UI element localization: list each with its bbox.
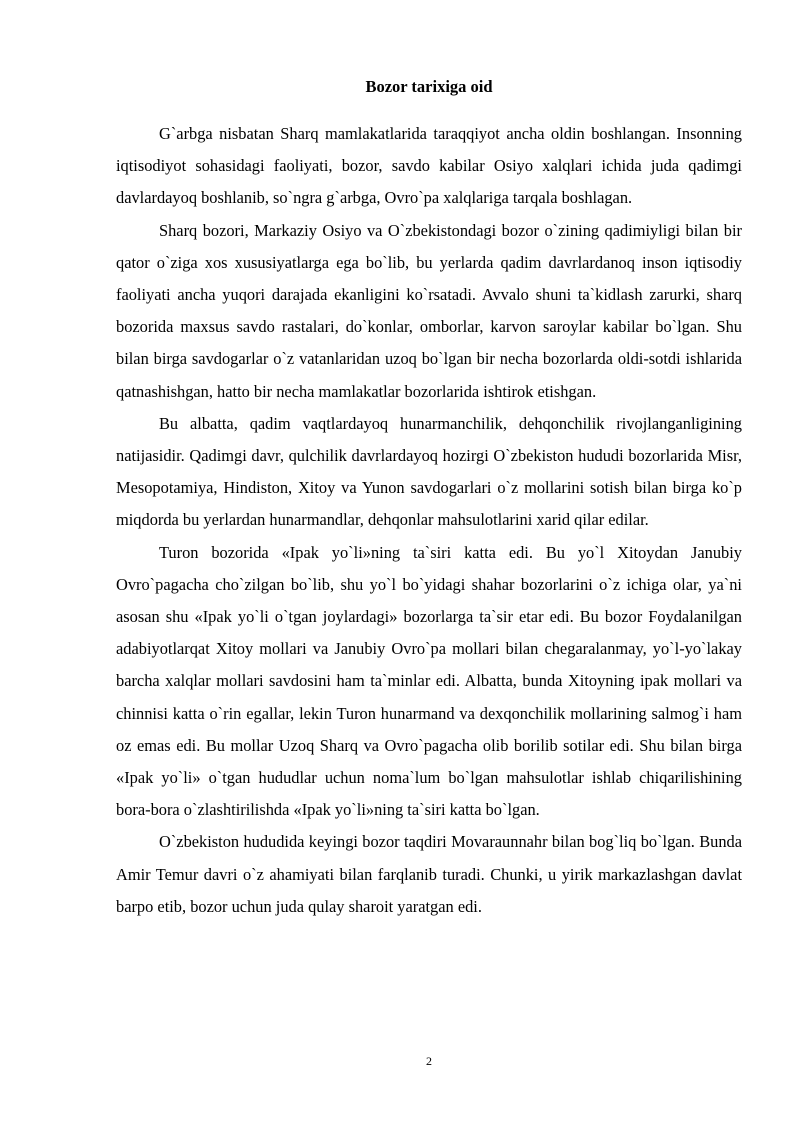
paragraph-5: O`zbekiston hududida keyingi bozor taqdiri Movaraunnahr bilan bog`liq bo`lgan. Bunda Amir Temur davri o`z ahamiyati bilan farqlanib turadi. Chunki, u yirik markazlashgan davlat barpo etib, bozor uchun juda qulay sharoit yaratgan edi. [116,832,742,916]
document-title: Bozor tarixiga oid [365,77,493,96]
page-number: 2 [426,1054,432,1068]
document-body [116,118,742,923]
paragraph-4: Turon bozorida «Ipak yo`li»ning ta`siri katta edi. Bu yo`l Xitoydan Janubiy Ovro`pagacha cho`zilgan bo`lib, shu yo`l bo`yidagi shahar bozorlarini o`z ichiga olar, ya`ni asosan shu «Ipak yo`li o`tgan joylardagi» bozorlarga ta`sir etar edi. Bu bozor Foydalanilgan adabiyotlarqat Xitoy mollari va Janubiy Ovro`pa mollari bilan chegaralanmay, yo`l-yo`lakay barcha xalqlar mollari savdosini ham ta`minlar edi. Albatta, bunda Xitoyning ipak mollari va chinnisi katta o`rin egallar, lekin Turon hunarmand va dexqonchilik mollarining salmog`i ham oz emas edi. Bu mollar Uzoq Sharq va Ovro`pagacha olib borilib sotilar edi. Shu bilan birga «Ipak yo`li» o`tgan hududlar uchun noma`lum bo`lgan mahsulotlar ishlab chiqarilishining bora-bora o`zlashtirilishda «Ipak yo`li»ning ta`siri katta bo`lgan. [116,542,742,820]
document-page [116,0,742,1131]
paragraph-1: G`arbga nisbatan Sharq mamlakatlarida taraqqiyot ancha oldin boshlangan. Insonning iqtisodiyot sohasidagi faoliyati, bozor, savdo kabilar Osiyo xalqlari ichida juda qadimgi davlardayoq boshlanib, so`ngra g`arbga, Ovro`pa xalqlariga tarqala boshlagan. [116,124,742,208]
paragraph-2: Sharq bozori, Markaziy Osiyo va O`zbekistondagi bozor o`zining qadimiyligi bilan bir qator o`ziga xos xususiyatlarga ega bo`lib, bu yerlarda qadim davrlardanoq inson iqtisodiy faoliyati ancha yuqori darajada ekanligini ko`rsatadi. Avvalo shuni ta`kidlash zarurki, sharq bozorida maxsus savdo rastalari, do`konlar, omborlar, karvon saroylar kabilar bo`lgan. Shu bilan birga savdogarlar o`z vatanlaridan uzoq bo`lgan bir necha bozorlarda oldi-sotdi ishlarida qatnashishgan, hatto bir necha mamlakatlar bozorlarida ishtirok etishgan. [116,220,742,401]
paragraph-3: Bu albatta, qadim vaqtlardayoq hunarmanchilik, dehqonchilik rivojlanganligining natijasidir. Qadimgi davr, qulchilik davrlardayoq hozirgi O`zbekiston hududi bozorlarida Misr, Mesopotamiya, Hindiston, Xitoy va Yunon savdogarlari o`z mollarini sotish bilan birga ko`p miqdorda bu yerlardan hunarmandlar, dehqonlar mahsulotlarini xarid qilar edilar. [116,413,742,530]
